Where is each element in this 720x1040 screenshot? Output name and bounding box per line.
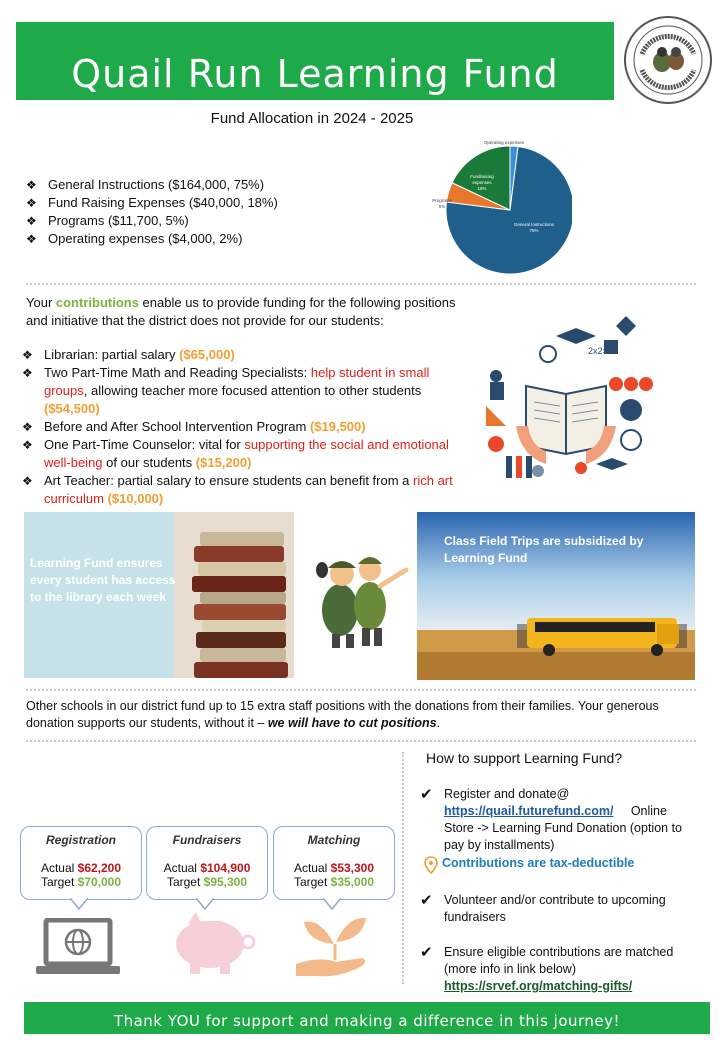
piggy-bank-icon bbox=[166, 906, 256, 978]
field-trip-caption: Class Field Trips are subsidized by Learning Fund bbox=[444, 534, 644, 565]
pie-label: 2% bbox=[500, 146, 508, 151]
card-title: Matching bbox=[307, 833, 361, 847]
pie-label: General Instructions bbox=[513, 222, 555, 227]
position-text: One Part-Time Counselor: vital for bbox=[44, 437, 245, 452]
list-item bbox=[22, 346, 470, 364]
card-title: Registration bbox=[45, 833, 116, 847]
card-pointer bbox=[70, 898, 88, 910]
position-text: Before and After School Intervention Program bbox=[44, 419, 310, 434]
divider bbox=[26, 689, 696, 691]
target-label: Target bbox=[166, 875, 201, 889]
pie-label: 18% bbox=[477, 186, 487, 191]
matching-gifts-link[interactable]: https://srvef.org/matching-gifts/ bbox=[444, 979, 633, 993]
list-item: ❖ Fund Raising Expenses ($40,000, 18%) bbox=[26, 194, 278, 212]
footer-banner: Thank YOU for support and making a difference in this journey! bbox=[24, 1002, 710, 1034]
fundraisers-card bbox=[146, 826, 268, 900]
cut-positions-emphasis: we will have to cut positions bbox=[267, 716, 437, 730]
actual-label: Actual bbox=[293, 861, 328, 875]
contributions-intro bbox=[26, 294, 476, 330]
position-text: , allowing teacher more focused attention to other students bbox=[83, 383, 422, 398]
page-title: Quail Run Learning Fund bbox=[71, 52, 559, 96]
card-title: Fundraisers bbox=[172, 833, 242, 847]
support-item-register bbox=[420, 786, 700, 854]
target-amount: $70,000 bbox=[77, 875, 122, 889]
positions-list bbox=[22, 346, 470, 508]
support-text: Register and donate@ bbox=[444, 787, 570, 801]
position-text: of our students bbox=[102, 455, 196, 470]
pie-label: Operating expenses bbox=[483, 140, 525, 145]
support-item-volunteer bbox=[420, 892, 700, 926]
allocation-subtitle: Fund Allocation in 2024 - 2025 bbox=[210, 110, 414, 127]
check-icon: ✔ bbox=[420, 786, 433, 803]
contributions-highlight: contributions bbox=[55, 295, 139, 310]
intro-text: enable us to provide funding for the following positions and initiative that the district does not provide for our students: bbox=[26, 295, 456, 328]
pie-label: expenses bbox=[472, 180, 492, 185]
list-item bbox=[22, 472, 470, 508]
position-text: Librarian: partial salary bbox=[44, 347, 180, 362]
actual-label: Actual bbox=[163, 861, 197, 875]
pie-label: Programs bbox=[432, 198, 452, 203]
position-amount: ($19,500) bbox=[309, 419, 366, 434]
tax-deductible-note: Contributions are tax-deductible bbox=[442, 856, 635, 870]
target-amount: $95,300 bbox=[203, 875, 248, 889]
check-icon: ✔ bbox=[420, 944, 433, 961]
list-item bbox=[22, 364, 470, 418]
pie-label: 5% bbox=[438, 204, 446, 209]
divider bbox=[26, 740, 696, 742]
list-item bbox=[22, 436, 470, 472]
location-pin-icon bbox=[424, 856, 438, 874]
support-text: Ensure eligible contributions are matched (more info in link below) bbox=[444, 945, 674, 976]
allocation-pie-chart bbox=[422, 138, 572, 278]
position-highlight: help student in small groups bbox=[44, 365, 430, 398]
pie-label: Fundraising bbox=[470, 174, 494, 179]
position-amount: ($15,200) bbox=[195, 455, 252, 470]
target-amount: $35,000 bbox=[330, 875, 375, 889]
comparison-end: . bbox=[436, 716, 441, 730]
registration-card bbox=[20, 826, 142, 900]
actual-amount: $104,900 bbox=[200, 861, 251, 875]
position-highlight: supporting the social and emotional well-being bbox=[44, 437, 449, 470]
laptop-globe-icon bbox=[36, 918, 120, 978]
support-text: Volunteer and/or contribute to upcoming fundraisers bbox=[444, 893, 666, 924]
list-item: ❖ Programs ($11,700, 5%) bbox=[26, 212, 278, 230]
math-icon: 2x2= bbox=[588, 346, 608, 356]
futurefund-link[interactable]: https://quail.futurefund.com/ bbox=[444, 804, 614, 818]
vertical-divider bbox=[402, 752, 404, 984]
intro-text: Your bbox=[26, 295, 56, 310]
comparison-text: Other schools in our district fund up to 15 extra staff positions with the donations from their families. Your generous donation supports our students, without it – bbox=[26, 699, 659, 730]
position-amount: ($54,500) bbox=[44, 401, 100, 416]
support-item-matching bbox=[420, 944, 700, 995]
list-item bbox=[22, 418, 470, 436]
allocation-list bbox=[26, 176, 278, 248]
hand-plant-icon bbox=[290, 908, 374, 980]
actual-amount: $62,200 bbox=[77, 861, 122, 875]
target-label: Target bbox=[40, 875, 75, 889]
check-icon: ✔ bbox=[420, 892, 433, 909]
how-to-support-title: How to support Learning Fund? bbox=[426, 750, 623, 766]
district-comparison-text bbox=[26, 698, 696, 732]
support-text: Online Store -> Learning Fund Donation (option to pay by installments) bbox=[444, 804, 683, 852]
divider bbox=[26, 283, 696, 285]
pie-label: 75% bbox=[529, 228, 539, 233]
position-highlight: rich art curriculum bbox=[44, 473, 453, 506]
explorer-kids-illustration bbox=[302, 540, 412, 652]
position-amount: ($10,000) bbox=[103, 491, 164, 506]
target-label: Target bbox=[293, 875, 328, 889]
position-amount: ($65,000) bbox=[179, 347, 235, 362]
library-caption: Learning Fund ensures every student has access to the library each week bbox=[30, 556, 176, 604]
position-text: Art Teacher: partial salary to ensure students can benefit from a bbox=[44, 473, 414, 488]
matching-card bbox=[273, 826, 395, 900]
school-logo bbox=[622, 14, 714, 106]
list-item: ❖ Operating expenses ($4,000, 2%) bbox=[26, 230, 278, 248]
actual-label: Actual bbox=[40, 861, 75, 875]
education-icons-graphic bbox=[476, 306, 656, 484]
position-text: Two Part-Time Math and Reading Specialists: bbox=[44, 365, 311, 380]
list-item: ❖ General Instructions ($164,000, 75%) bbox=[26, 176, 278, 194]
actual-amount: $53,300 bbox=[330, 861, 375, 875]
